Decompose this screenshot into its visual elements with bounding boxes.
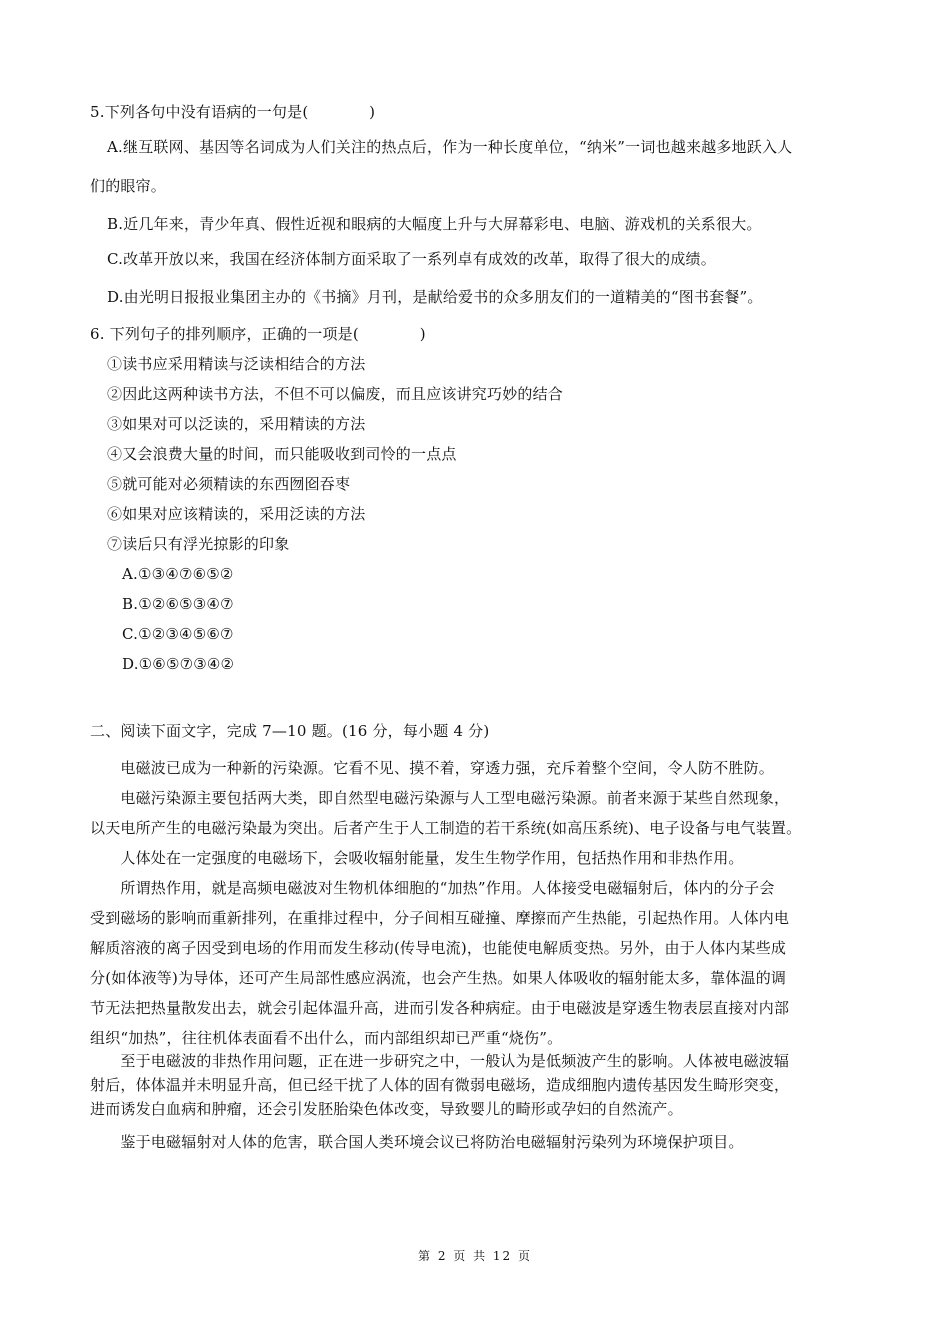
section2-heading: 二、阅读下面文字，完成 7—10 题。(16 分，每小题 4 分)	[90, 722, 490, 740]
passage-line: 至于电磁波的非热作用问题，正在进一步研究之中，一般认为是低频波产生的影响。人体被电磁波辐	[90, 1052, 790, 1070]
q5-option-a-cont: 们的眼帘。	[90, 177, 167, 195]
passage-line: 受到磁场的影响而重新排列，在重排过程中，分子间相互碰撞、摩擦而产生热能，引起热作用。人体内电	[90, 909, 790, 927]
passage-line: 以天电所产生的电磁污染最为突出。后者产生于人工制造的若干系统(如高压系统)、电子设备与电气装置。	[90, 819, 802, 837]
q5-option-a: A.继互联网、基因等名词成为人们关注的热点后，作为一种长度单位，“纳米”一词也越来越多地跃入人	[107, 138, 793, 156]
q6-option-d: D.①⑥⑤⑦③④②	[122, 655, 235, 673]
passage-line: 鉴于电磁辐射对人体的危害，联合国人类环境会议已将防治电磁辐射污染列为环境保护项目。	[90, 1133, 744, 1151]
q6-option-c: C.①②③④⑤⑥⑦	[122, 625, 234, 643]
q6-sentence-4: ④又会浪费大量的时间，而只能吸收到司怜的一点点	[107, 445, 457, 463]
q6-sentence-5: ⑤就可能对必须精读的东西囫囵吞枣	[107, 475, 351, 493]
passage-line: 组织“加热”，往往机体表面看不出什么，而内部组织却已严重“烧伤”。	[90, 1029, 563, 1047]
passage-line: 射后，体体温并未明显升高，但已经干扰了人体的固有微弱电磁场，造成细胞内遗传基因发生畸形突变，	[90, 1076, 790, 1094]
q6-stem: 6. 下列句子的排列顺序，正确的一项是( )	[90, 325, 426, 343]
passage-line: 解质溶液的离子因受到电场的作用而发生移动(传导电流)，也能使电解质变热。另外，由于人体内某些成	[90, 939, 787, 957]
q6-option-a: A.①③④⑦⑥⑤②	[122, 565, 234, 583]
q5-option-d: D.由光明日报报业集团主办的《书摘》月刊，是献给爱书的众多朋友们的一道精美的“图书套餐”。	[107, 288, 763, 306]
q6-option-b: B.①②⑥⑤③④⑦	[122, 595, 234, 613]
passage-line: 所谓热作用，就是高频电磁波对生物机体细胞的“加热”作用。人体接受电磁辐射后，体内的分子会	[90, 879, 775, 897]
passage-line: 电磁波已成为一种新的污染源。它看不见、摸不着，穿透力强，充斥着整个空间，令人防不胜防。	[90, 759, 775, 777]
q6-sentence-3: ③如果对可以泛读的，采用精读的方法	[107, 415, 366, 433]
q6-sentence-1: ①读书应采用精读与泛读相结合的方法	[107, 355, 366, 373]
page-number-footer: 第 2 页 共 12 页	[418, 1249, 532, 1263]
q5-stem: 5.下列各句中没有语病的一句是( )	[90, 103, 376, 121]
passage-line: 人体处在一定强度的电磁场下，会吸收辐射能量，发生生物学作用，包括热作用和非热作用。	[90, 849, 744, 867]
q5-option-c: C.改革开放以来，我国在经济体制方面采取了一系列卓有成效的改革，取得了很大的成绩。	[107, 250, 716, 268]
q6-sentence-2: ②因此这两种读书方法，不但不可以偏废，而且应该讲究巧妙的结合	[107, 385, 564, 403]
passage-line: 电磁污染源主要包括两大类，即自然型电磁污染源与人工型电磁污染源。前者来源于某些自然现象，	[90, 789, 790, 807]
q5-option-b: B.近几年来，青少年真、假性近视和眼病的大幅度上升与大屏幕彩电、电脑、游戏机的关系很大。	[107, 215, 762, 233]
passage-line: 节无法把热量散发出去，就会引起体温升高，进而引发各种病症。由于电磁波是穿透生物表层直接对内部	[90, 999, 790, 1017]
q6-sentence-6: ⑥如果对应该精读的，采用泛读的方法	[107, 505, 366, 523]
passage-line: 进而诱发白血病和肿瘤，还会引发胚胎染色体改变，导致婴儿的畸形或孕妇的自然流产。	[90, 1100, 683, 1118]
q6-sentence-7: ⑦读后只有浮光掠影的印象	[107, 535, 290, 553]
passage-line: 分(如体液等)为导体，还可产生局部性感应涡流，也会产生热。如果人体吸收的辐射能太多，靠体温的调	[90, 969, 787, 987]
